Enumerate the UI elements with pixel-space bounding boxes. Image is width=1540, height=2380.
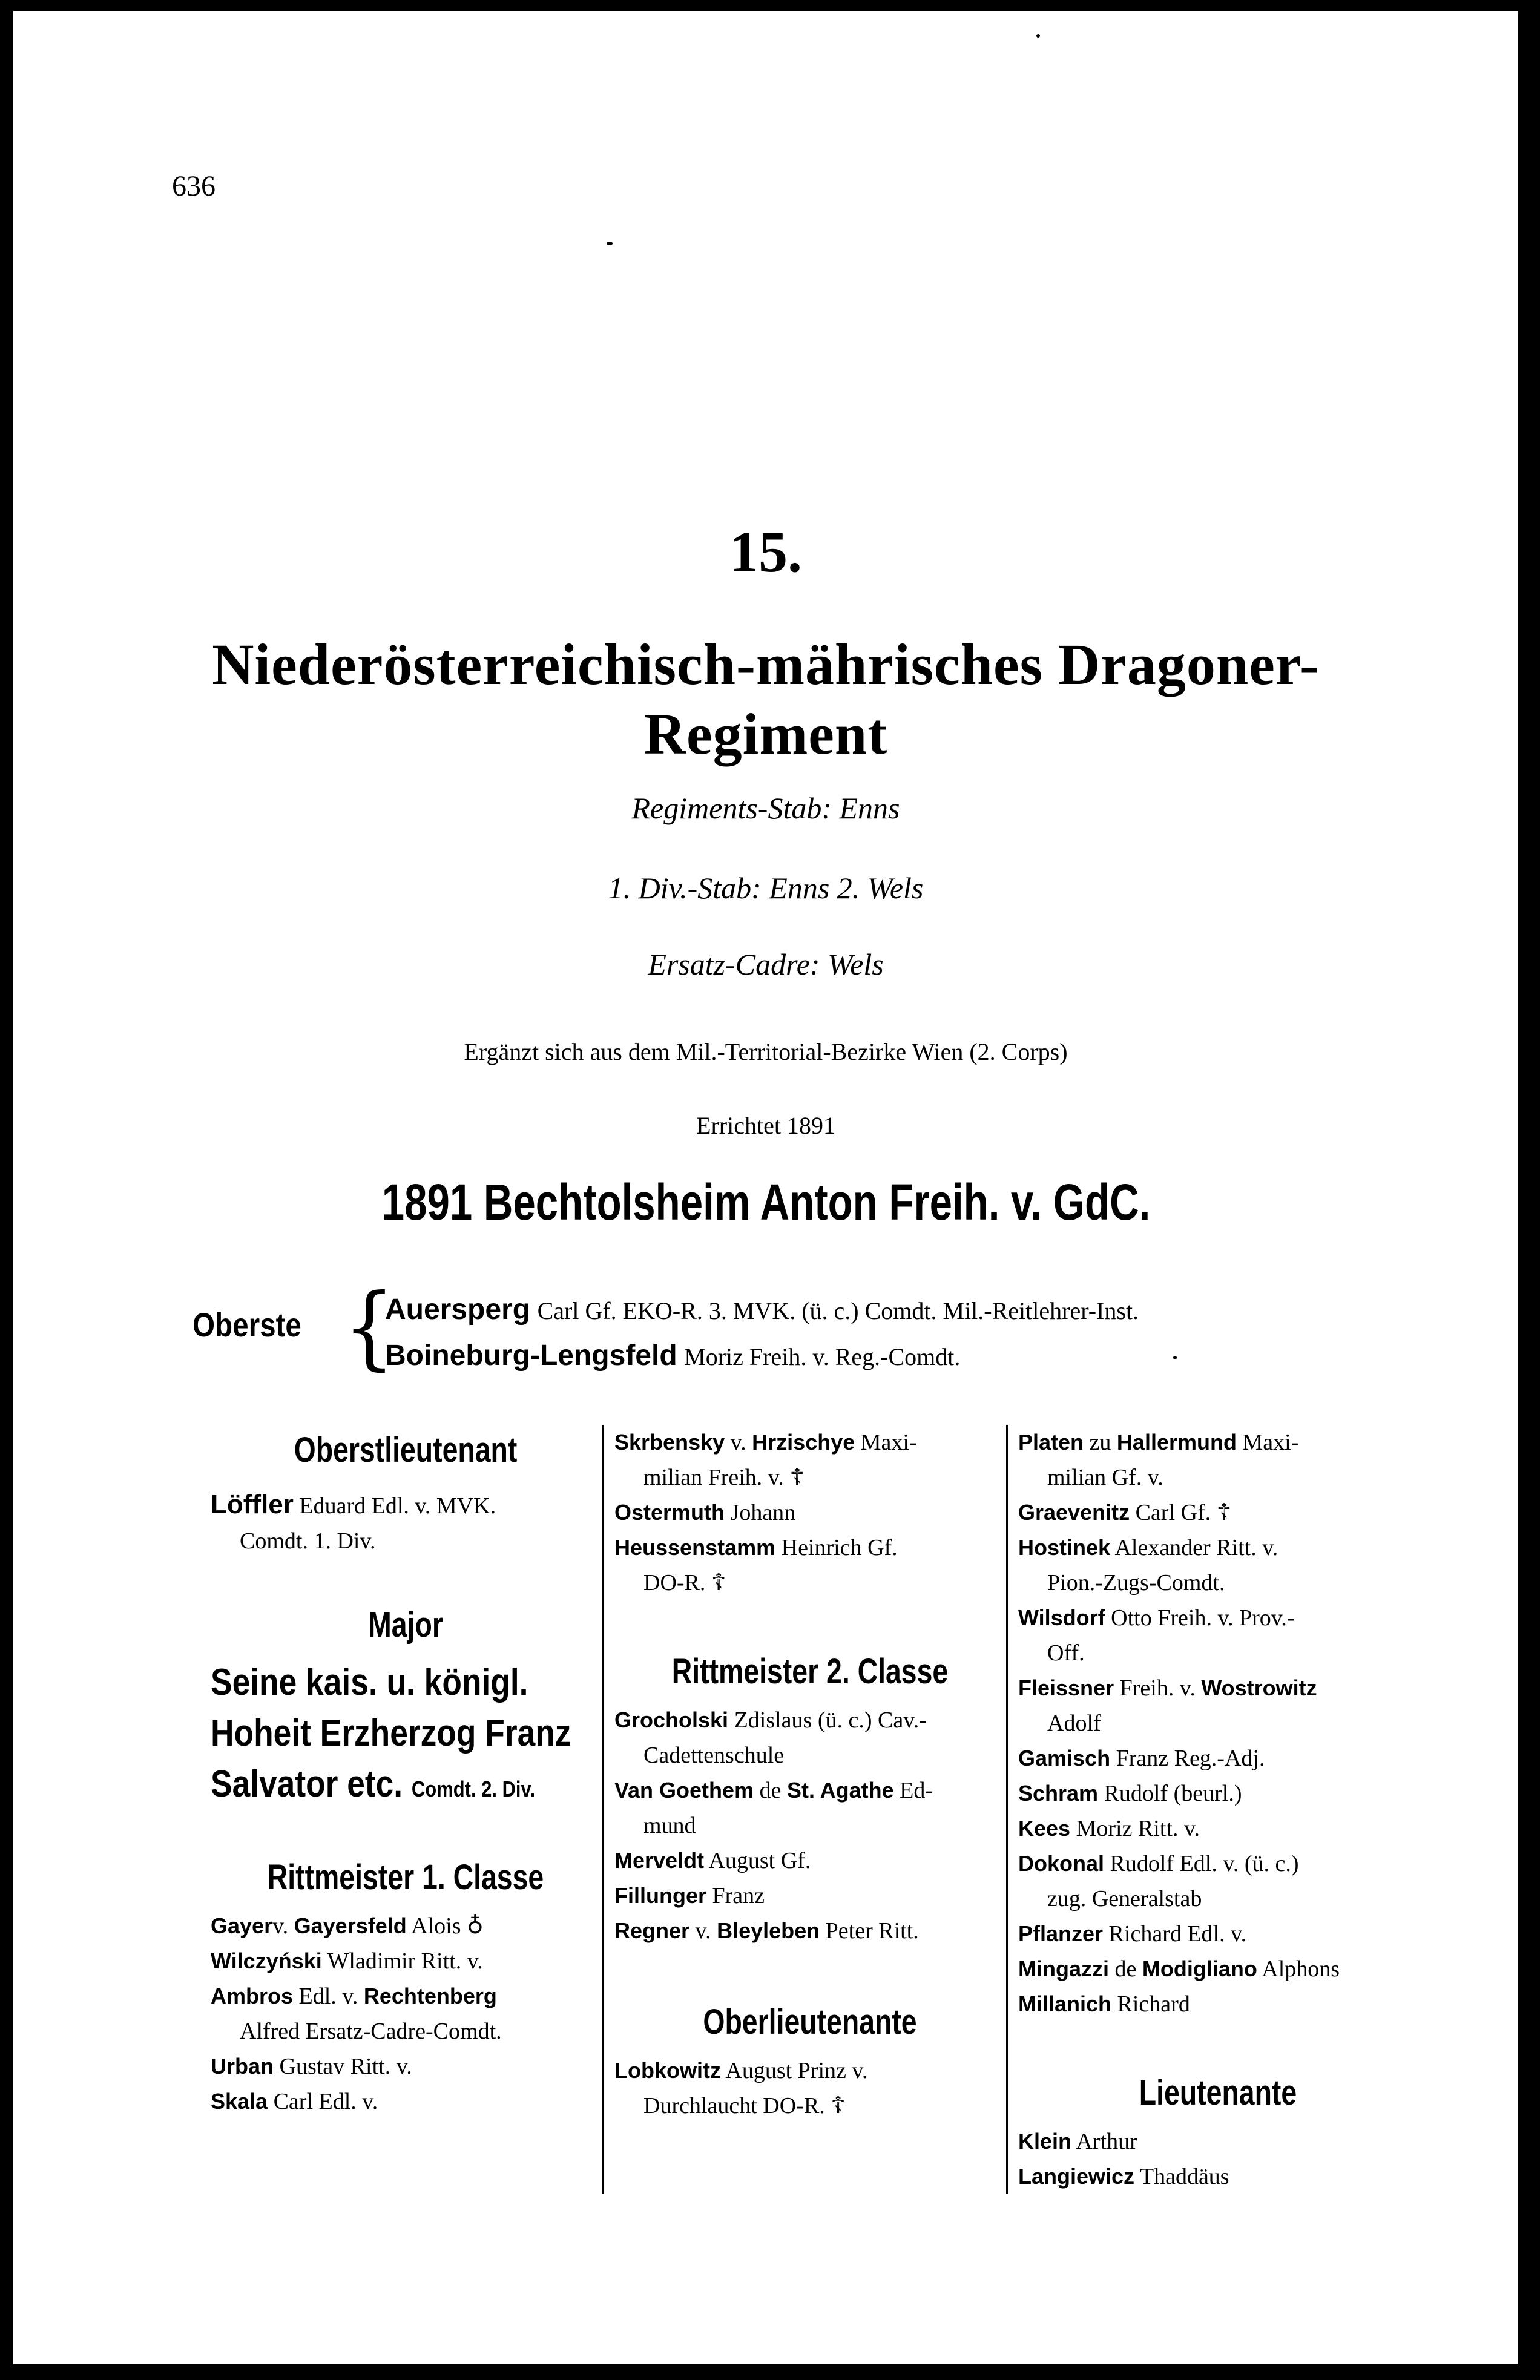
person-details: Carl Edl. v.: [268, 2089, 378, 2114]
list-item: [211, 1979, 601, 2049]
person-details: Thaddäus: [1134, 2164, 1229, 2189]
person-details-cont: Comdt. 1. Div.: [240, 1528, 376, 1554]
list-item: [1018, 1741, 1418, 1776]
ersatz-cadre: Ersatz-Cadre: Wels: [648, 947, 884, 981]
person-name: Gayer: [211, 1913, 273, 1938]
list-item: [1018, 2159, 1418, 2194]
person-name: Klein: [1018, 2129, 1072, 2154]
person-name-2: Modigliano: [1142, 1956, 1257, 1981]
person-name: Regner: [614, 1918, 690, 1943]
person-name: Langiewicz: [1018, 2164, 1135, 2189]
person-details-2: Peter Ritt.: [820, 1918, 919, 1944]
column-right: [1018, 1425, 1418, 2194]
title-line-2: Regiment: [643, 702, 888, 766]
person-name: Hostinek: [1018, 1535, 1111, 1560]
person-details: Gustav Ritt. v.: [274, 2054, 412, 2079]
person-name: Auersperg: [385, 1294, 531, 1326]
person-name: Ambros: [211, 1984, 294, 2008]
person-name: Van Goethem: [614, 1778, 754, 1803]
person-details: Alexander Ritt. v.: [1110, 1535, 1278, 1560]
person-details: de: [754, 1778, 787, 1803]
person-name-2: Gayersfeld: [294, 1913, 407, 1938]
person-details: Franz: [706, 1883, 765, 1908]
person-details-2: Ed-: [893, 1778, 933, 1803]
print-speck: [607, 242, 613, 245]
section-heading: Oberstlieutenant: [294, 1430, 518, 1470]
print-speck: [1173, 1356, 1177, 1359]
regiment-title: [13, 630, 1518, 769]
list-item: [614, 1530, 1005, 1600]
person-details-cont: Alfred Ersatz-Cadre-Comdt.: [240, 2019, 502, 2044]
person-details: Richard: [1111, 1991, 1190, 2017]
list-item: [211, 1944, 601, 1979]
list-item: [1018, 1951, 1418, 1987]
chief-text: 1891 Bechtolsheim Anton Freih. v. GdC.: [381, 1174, 1150, 1231]
person-details-cont: Off.: [1047, 1640, 1085, 1666]
person-details: zu: [1084, 1430, 1117, 1455]
list-item: [1018, 2124, 1418, 2159]
person-name: Boineburg-Lengsfeld: [385, 1340, 677, 1372]
list-item: [1018, 1495, 1418, 1530]
recruitment-district: Ergänzt sich aus dem Mil.-Territorial-Bezirke Wien (2. Corps): [464, 1038, 1068, 1065]
person-details-cont: mund: [643, 1813, 696, 1838]
list-item: [1018, 1776, 1418, 1811]
person-name: Dokonal: [1018, 1851, 1105, 1876]
person-details: Carl Gf. ☦: [1130, 1500, 1232, 1525]
person-name: Lobkowitz: [614, 2058, 721, 2083]
person-details-cont: DO-R. ☦: [643, 1570, 726, 1596]
rittmeister2-list: [614, 1703, 1005, 1948]
person-name-2: Hallermund: [1116, 1430, 1237, 1455]
list-item: [211, 2049, 601, 2084]
major-entry: [211, 1657, 596, 1815]
document-page: [13, 11, 1518, 2364]
person-name-2: St. Agathe: [786, 1778, 894, 1803]
person-details: August Prinz v.: [720, 2058, 868, 2083]
list-item: [614, 1843, 1005, 1878]
person-details: August Gf.: [704, 1848, 811, 1873]
person-details: Rudolf Edl. v. (ü. c.): [1104, 1851, 1299, 1876]
person-details-cont: milian Freih. v. ☦: [643, 1465, 805, 1490]
person-details: Moriz Freih. v. Reg.-Comdt.: [684, 1343, 961, 1370]
person-name: Schram: [1018, 1781, 1099, 1806]
section-number: 15.: [729, 519, 802, 584]
person-name: Skrbensky: [614, 1430, 725, 1455]
person-details: v.: [725, 1430, 752, 1455]
column-middle: [614, 1425, 1005, 2123]
list-item: [1018, 1846, 1418, 1916]
person-name: Mingazzi: [1018, 1956, 1109, 1981]
person-details-cont: milian Gf. v.: [1047, 1465, 1163, 1490]
list-item: [1018, 1916, 1418, 1951]
list-item: [1018, 1425, 1418, 1495]
major-text: Seine kais. u. königl. Hoheit Erzherzog Franz Salvator etc.: [211, 1662, 571, 1805]
oberst-row: [385, 1339, 960, 1372]
person-details-cont: Cadettenschule: [643, 1743, 785, 1768]
regiment-chief: [13, 1173, 1518, 1232]
column-divider: [1006, 1425, 1008, 2194]
person-name: Urban: [211, 2054, 274, 2079]
regiment-staff: Regiments-Stab: Enns: [631, 791, 900, 825]
person-details: Rudolf (beurl.): [1098, 1781, 1242, 1806]
person-details: Richard Edl. v.: [1103, 1921, 1247, 1947]
person-details: de: [1109, 1956, 1142, 1982]
person-details-2: Maxi-: [1236, 1430, 1299, 1455]
person-details: v.: [272, 1913, 294, 1939]
person-details-cont: Durchlaucht DO-R. ☦: [643, 2093, 846, 2119]
person-details: Freih. v.: [1114, 1675, 1202, 1701]
list-item: [614, 1703, 1005, 1773]
brace-icon: {: [343, 1275, 395, 1380]
column-divider: [602, 1425, 604, 2194]
person-name: Grocholski: [614, 1708, 729, 1732]
print-speck: [1036, 34, 1040, 38]
person-details: Edl. v.: [293, 1984, 364, 2009]
person-name-2: Rechtenberg: [363, 1984, 497, 2008]
division-staff: 1. Div.-Stab: Enns 2. Wels: [608, 871, 924, 905]
list-item: [614, 1878, 1005, 1913]
person-name: Wilsdorf: [1018, 1605, 1105, 1630]
person-details: Eduard Edl. v. MVK.: [299, 1493, 496, 1519]
list-item: [211, 2084, 601, 2119]
oberste-label: Oberste: [192, 1306, 301, 1344]
person-name: Fillunger: [614, 1883, 706, 1908]
person-details: Wladimir Ritt. v.: [321, 1948, 483, 1974]
person-details-cont: Pion.-Zugs-Comdt.: [1047, 1570, 1225, 1596]
column-left: [211, 1425, 601, 2119]
person-details: Moriz Ritt. v.: [1070, 1816, 1200, 1841]
list-item: [211, 1908, 601, 1944]
list-item: [614, 1913, 1005, 1948]
person-name: Gamisch: [1018, 1746, 1111, 1770]
section-heading: Oberlieutenante: [703, 2002, 917, 2042]
person-name: Wilczyński: [211, 1948, 322, 1973]
list-item: [614, 2053, 1005, 2123]
officer-list: [614, 1425, 1005, 1600]
list-item: [1018, 1600, 1418, 1671]
list-item: [614, 1495, 1005, 1530]
officer-list: [1018, 1425, 1418, 2022]
list-item: [1018, 1530, 1418, 1600]
person-name: Fleissner: [1018, 1675, 1114, 1700]
person-details: v.: [689, 1918, 717, 1944]
list-item: [614, 1773, 1005, 1843]
person-details: Carl Gf. EKO-R. 3. MVK. (ü. c.) Comdt. Mil.-Reitlehrer-Inst.: [537, 1297, 1139, 1324]
person-name-2: Wostrowitz: [1201, 1675, 1317, 1700]
person-details: Otto Freih. v. Prov.-: [1105, 1605, 1295, 1631]
major-suffix: Comdt. 2. Div.: [411, 1777, 536, 1801]
person-details: Zdislaus (ü. c.) Cav.-: [728, 1708, 927, 1733]
person-name: Merveldt: [614, 1848, 705, 1873]
person-name: Heussenstamm: [614, 1535, 776, 1560]
list-item: [614, 1425, 1005, 1495]
person-name-2: Hrzischye: [752, 1430, 855, 1455]
person-name: Pflanzer: [1018, 1921, 1104, 1946]
section-heading: Rittmeister 1. Classe: [267, 1858, 544, 1897]
person-details-cont: Adolf: [1047, 1711, 1101, 1736]
list-item: [1018, 1987, 1418, 2022]
list-item: [211, 1487, 601, 1559]
person-details-2: Alois ♁: [406, 1913, 484, 1939]
person-name-2: Bleyleben: [717, 1918, 820, 1943]
person-name: Ostermuth: [614, 1500, 725, 1525]
person-name: Skala: [211, 2089, 268, 2114]
person-name: Platen: [1018, 1430, 1084, 1455]
person-details-2: Alphons: [1257, 1956, 1340, 1982]
person-details: Johann: [725, 1500, 796, 1525]
person-name: Kees: [1018, 1816, 1071, 1841]
section-heading: Lieutenante: [1139, 2073, 1297, 2112]
section-heading: Major: [368, 1605, 443, 1645]
established: Errichtet 1891: [696, 1112, 835, 1139]
list-item: [1018, 1811, 1418, 1846]
person-name: Löffler: [211, 1490, 294, 1519]
title-line-1: Niederösterreichisch-mährisches Dragoner-: [212, 632, 1320, 697]
person-name: Graevenitz: [1018, 1500, 1130, 1525]
person-details-cont: zug. Generalstab: [1047, 1886, 1202, 1912]
section-heading: Rittmeister 2. Classe: [671, 1652, 949, 1691]
rittmeister1-list: [211, 1908, 601, 2119]
page-number: 636: [172, 170, 216, 202]
oberst-row: [385, 1293, 1139, 1326]
person-details: Franz Reg.-Adj.: [1110, 1746, 1265, 1771]
lieutenante-list: [1018, 2124, 1418, 2194]
person-details: Arthur: [1071, 2129, 1137, 2154]
person-name: Millanich: [1018, 1991, 1112, 2016]
person-details-2: Maxi-: [855, 1430, 917, 1455]
oberlieutenante-list: [614, 2053, 1005, 2123]
person-details: Heinrich Gf.: [775, 1535, 898, 1560]
list-item: [1018, 1671, 1418, 1741]
